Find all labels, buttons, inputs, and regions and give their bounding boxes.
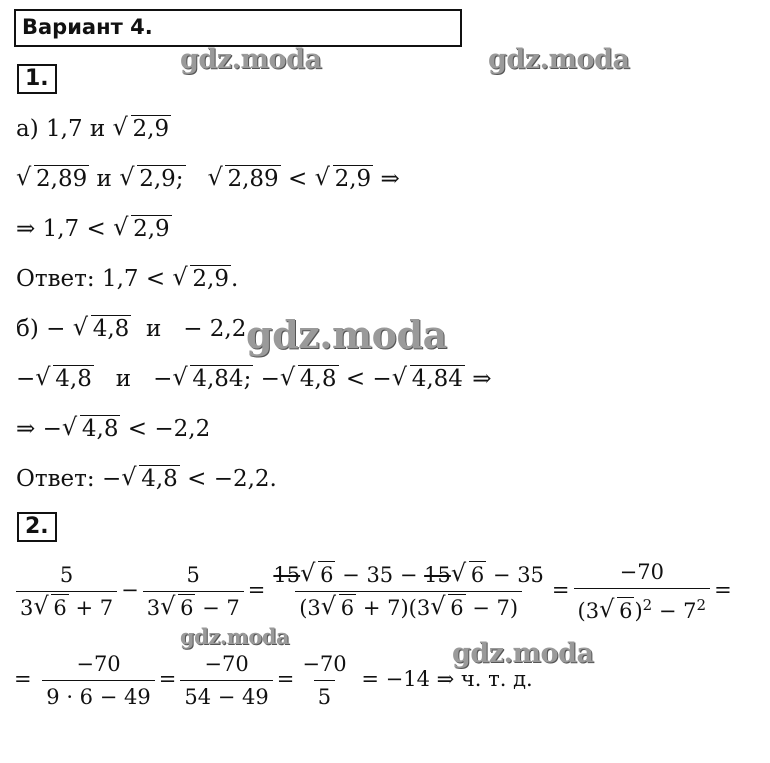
result: = −14 <box>361 667 430 691</box>
term: + 7 <box>75 596 114 620</box>
less-than: < <box>145 266 166 292</box>
fraction <box>180 650 272 711</box>
fraction <box>574 558 711 625</box>
watermark: gdz.moda <box>488 44 630 75</box>
less-than: < <box>287 166 308 192</box>
minus: − <box>46 316 66 342</box>
sqrt <box>451 561 486 589</box>
coef: 3 <box>146 596 161 620</box>
part-label: б) <box>16 316 39 342</box>
minus: − <box>16 366 36 392</box>
sqrt <box>113 214 172 244</box>
fraction <box>42 650 154 711</box>
conjunction: и <box>89 116 106 142</box>
minus: − <box>42 416 62 442</box>
equals: = <box>551 578 570 602</box>
task1a-statement <box>16 114 171 144</box>
fraction <box>269 561 548 622</box>
implies: ⇒ <box>380 166 400 192</box>
task2-line2 <box>14 650 533 711</box>
implies: ⇒ <box>16 416 36 442</box>
equals: = <box>247 578 266 602</box>
conjunction: и <box>96 166 112 192</box>
period: . <box>231 266 239 292</box>
term: − 7) <box>472 596 519 620</box>
denominator <box>143 591 244 622</box>
radicand: 6 <box>470 563 485 587</box>
radicand: 2,9 <box>334 166 372 192</box>
task1a-answer <box>16 264 238 294</box>
radicand: 4,8 <box>92 316 130 342</box>
minus: − <box>153 366 173 392</box>
task1b-statement <box>16 314 246 344</box>
radicand: 6 <box>340 596 355 620</box>
term: (3 <box>299 596 321 620</box>
term: + 7)(3 <box>362 596 431 620</box>
numerator: −70 <box>76 652 121 676</box>
numerator: 5 <box>186 563 200 587</box>
task-number-1: 1. <box>17 64 57 94</box>
fraction <box>298 650 350 711</box>
value: − 2,2 <box>183 316 247 342</box>
sqrt <box>113 114 172 144</box>
fraction <box>143 561 244 622</box>
radicand: 2,89 <box>227 166 279 192</box>
sqrt <box>121 464 180 494</box>
radicand: 6 <box>53 596 67 620</box>
minus: − <box>101 466 122 492</box>
term: − 7 <box>202 596 240 620</box>
denominator: 54 − 49 <box>180 680 272 711</box>
denominator <box>574 588 711 625</box>
comparison-tail: < −2,2 <box>127 416 211 442</box>
term: − 7 <box>658 599 697 623</box>
term: − 35 <box>492 563 544 587</box>
term: (3 <box>577 599 600 623</box>
watermark: gdz.moda <box>452 638 594 669</box>
task1b-answer <box>16 464 277 494</box>
radicand: 2,89 <box>36 166 88 192</box>
answer-label: Ответ: <box>16 466 95 492</box>
watermark: gdz.moda <box>180 44 322 75</box>
numerator <box>269 561 548 591</box>
minus: − <box>372 366 392 392</box>
radicand: 4,84 <box>411 366 463 392</box>
radicand: 4,8 <box>55 366 92 392</box>
task1a-step1 <box>16 164 400 194</box>
comparison-tail: < −2,2. <box>187 466 277 492</box>
radicand: 6 <box>320 563 334 587</box>
radicand: 4,84; <box>192 366 252 392</box>
struck-term: 15 <box>424 563 451 587</box>
coef: 3 <box>20 596 34 620</box>
term: − 35 − <box>342 563 418 587</box>
numerator: −70 <box>204 652 249 676</box>
radicand: 2,9 <box>133 216 170 242</box>
sqrt <box>62 414 121 444</box>
task1a-step2 <box>16 214 172 244</box>
equals: = <box>714 578 732 602</box>
sqrt <box>172 264 231 294</box>
sqrt <box>300 561 335 589</box>
answer-label: Ответ: <box>16 266 95 292</box>
qed: ч. т. д. <box>460 667 533 691</box>
radicand: 2,9 <box>192 266 229 292</box>
task2-line1 <box>12 558 732 625</box>
conjunction: и <box>115 366 132 392</box>
sqrt <box>33 594 68 622</box>
radicand: 4,8 <box>81 416 119 442</box>
denominator <box>16 591 117 622</box>
radicand: 6 <box>180 596 194 620</box>
implies: ⇒ <box>436 667 455 691</box>
sqrt <box>430 594 465 622</box>
denominator <box>295 591 522 622</box>
sqrt <box>321 594 356 622</box>
radicand: 2,9 <box>132 116 170 142</box>
numerator: −70 <box>302 652 347 676</box>
sqrt <box>16 164 89 194</box>
equals: = <box>276 667 295 691</box>
task1b-step2 <box>16 414 210 444</box>
numerator: 5 <box>59 563 74 587</box>
sqrt <box>207 164 280 194</box>
task1b-step1 <box>16 364 492 394</box>
task-number-2: 2. <box>17 512 57 542</box>
denominator: 9 · 6 − 49 <box>42 680 154 711</box>
denominator: 5 <box>314 680 335 711</box>
radicand: 2,9; <box>139 166 184 192</box>
minus: − <box>121 578 139 602</box>
equals: = <box>14 667 32 691</box>
exponent: 2 <box>642 596 653 614</box>
exponent: 2 <box>696 596 707 614</box>
variant-header <box>14 9 462 47</box>
value: 1,7 <box>46 116 83 142</box>
radicand: 4,8 <box>299 366 337 392</box>
value: 1,7 <box>101 266 139 292</box>
sqrt <box>315 164 374 194</box>
part-label: а) <box>16 116 39 142</box>
minus: − <box>260 366 280 392</box>
less-than: < <box>345 366 366 392</box>
term: ) <box>634 599 643 623</box>
variant-title: Вариант 4. <box>22 15 153 39</box>
implies: ⇒ <box>472 366 492 392</box>
radicand: 6 <box>450 596 464 620</box>
radicand: 6 <box>619 599 633 623</box>
fraction <box>16 561 117 622</box>
value: 1,7 <box>42 216 80 242</box>
sqrt <box>599 597 634 625</box>
sqrt <box>160 594 195 622</box>
sqrt <box>119 164 185 194</box>
sqrt <box>280 364 339 394</box>
sqrt <box>392 364 465 394</box>
sqrt <box>73 314 132 344</box>
less-than: < <box>86 216 106 242</box>
radicand: 4,8 <box>141 466 178 492</box>
equals: = <box>158 667 177 691</box>
watermark: gdz.moda <box>246 312 447 357</box>
implies: ⇒ <box>16 216 36 242</box>
struck-term: 15 <box>273 563 301 587</box>
sqrt <box>35 364 94 394</box>
conjunction: и <box>145 316 162 342</box>
watermark: gdz.moda <box>180 624 290 649</box>
sqrt <box>172 364 253 394</box>
numerator: −70 <box>619 560 664 584</box>
